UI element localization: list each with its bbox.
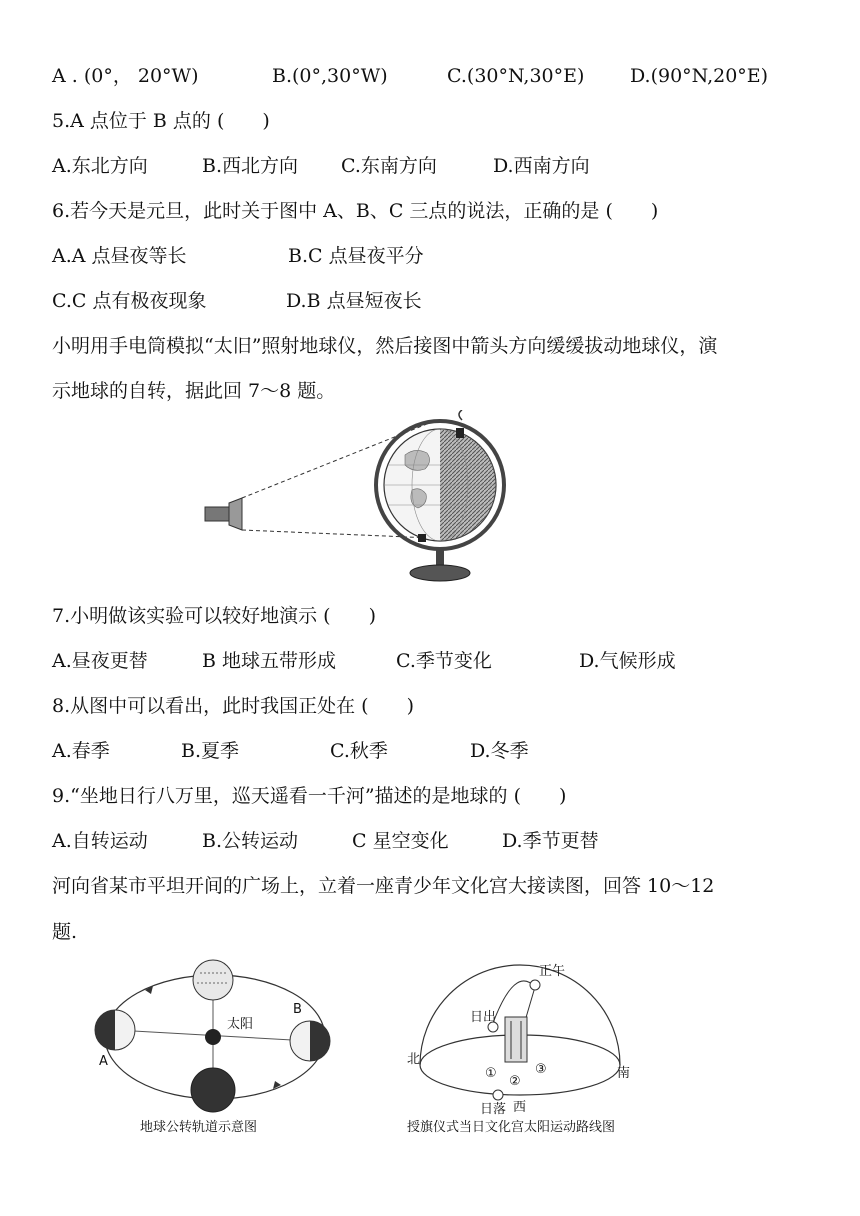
- globe-stand-base: [410, 565, 470, 581]
- globe-night-side: [384, 425, 500, 545]
- q5-stem: 5.A 点位于 B 点的 ( ): [52, 110, 270, 132]
- earth-orbit-figure: [85, 955, 345, 1140]
- globe-flashlight-figure: [200, 410, 520, 590]
- globe-north-pole-marker: [456, 428, 464, 438]
- sunrise-label: 日出: [470, 1010, 497, 1025]
- q4-option-c[interactable]: C.(30°N,30°E): [447, 65, 585, 87]
- label-b: B: [293, 1002, 302, 1017]
- orbit-caption: 地球公转轨道示意图: [140, 1120, 258, 1135]
- q7-option-b[interactable]: B 地球五带形成: [202, 650, 337, 672]
- q9-option-c[interactable]: C 星空变化: [352, 830, 449, 852]
- earth-bottom-icon: [191, 1068, 235, 1112]
- q4-option-d[interactable]: D.(90°N,20°E): [630, 65, 769, 87]
- q6-option-b[interactable]: B.C 点昼夜平分: [288, 245, 424, 267]
- west-label: 西: [513, 1100, 527, 1115]
- earth-top-icon: [193, 960, 233, 1000]
- q6-option-a[interactable]: A.A 点昼夜等长: [52, 245, 187, 267]
- q5-option-a[interactable]: A.东北方向: [52, 155, 148, 177]
- globe-south-pole-marker: [418, 534, 426, 542]
- q5-option-c[interactable]: C.东南方向: [341, 155, 437, 177]
- q6-option-c[interactable]: C.C 点有极夜现象: [52, 290, 207, 312]
- q7-stem: 7.小明做该实验可以较好地演示 ( ): [52, 605, 376, 627]
- intro-7-8-line-2: 示地球的自转，据此回 7～8 题。: [52, 380, 336, 402]
- q7-option-d[interactable]: D.气候形成: [579, 650, 676, 672]
- q7-option-c[interactable]: C.季节变化: [396, 650, 492, 672]
- q8-option-b[interactable]: B.夏季: [181, 740, 240, 762]
- sun-label: 太阳: [227, 1017, 254, 1032]
- sun-sunset-icon: [493, 1090, 503, 1100]
- q9-stem: 9.“坐地日行八万里，巡天遥看一千河”描述的是地球的 ( ): [52, 785, 567, 807]
- q9-option-a[interactable]: A.自转运动: [52, 830, 148, 852]
- south-label: 南: [617, 1066, 631, 1081]
- earth-a-icon: [95, 1010, 135, 1050]
- intro-10-12-line-1: 河向省某市平坦开间的广场上，立着一座青少年文化宫大接读图，回答 10～12: [52, 875, 715, 897]
- sunset-label: 日落: [480, 1102, 507, 1117]
- rotation-arrow-icon: [459, 410, 462, 420]
- q8-option-c[interactable]: C.秋季: [330, 740, 388, 762]
- q8-option-a[interactable]: A.春季: [52, 740, 110, 762]
- sun-path-caption: 授旗仪式当日文化宫太阳运动路线图: [407, 1120, 616, 1135]
- q7-option-a[interactable]: A.昼夜更替: [52, 650, 148, 672]
- sun-icon: [205, 1029, 221, 1045]
- q6-stem: 6.若今天是元旦，此时关于图中 A、B、C 三点的说法，正确的是 ( ): [52, 200, 659, 222]
- intro-7-8-line-1: 小明用手电筒模拟“太旧”照射地球仪，然后接图中箭头方向缓缓拔动地球仪，演: [52, 335, 718, 357]
- q9-option-b[interactable]: B.公转运动: [202, 830, 299, 852]
- mark-1: ①: [485, 1066, 497, 1081]
- q4-option-a[interactable]: A . (0°， 20°W): [52, 65, 199, 87]
- mark-3: ③: [535, 1062, 547, 1077]
- q8-stem: 8.从图中可以看出，此时我国正处在 ( ): [52, 695, 414, 717]
- q5-option-b[interactable]: B.西北方向: [202, 155, 299, 177]
- culture-palace-building: [505, 1017, 527, 1062]
- sun-path-figure: [405, 955, 635, 1140]
- q4-option-b[interactable]: B.(0°,30°W): [272, 65, 388, 87]
- earth-b-icon: [290, 1021, 330, 1061]
- q5-option-d[interactable]: D.西南方向: [493, 155, 590, 177]
- north-label: 北: [407, 1052, 421, 1067]
- noon-label: 正午: [539, 964, 566, 979]
- q8-option-d[interactable]: D.冬季: [470, 740, 529, 762]
- label-a: A: [99, 1054, 108, 1069]
- q6-option-d[interactable]: D.B 点昼短夜长: [286, 290, 422, 312]
- intro-10-12-line-2: 题.: [52, 921, 78, 943]
- mark-2: ②: [509, 1074, 521, 1089]
- sun-noon-icon: [530, 980, 540, 990]
- flashlight-body: [205, 507, 229, 521]
- q9-option-d[interactable]: D.季节更替: [502, 830, 599, 852]
- flashlight-head: [229, 498, 242, 530]
